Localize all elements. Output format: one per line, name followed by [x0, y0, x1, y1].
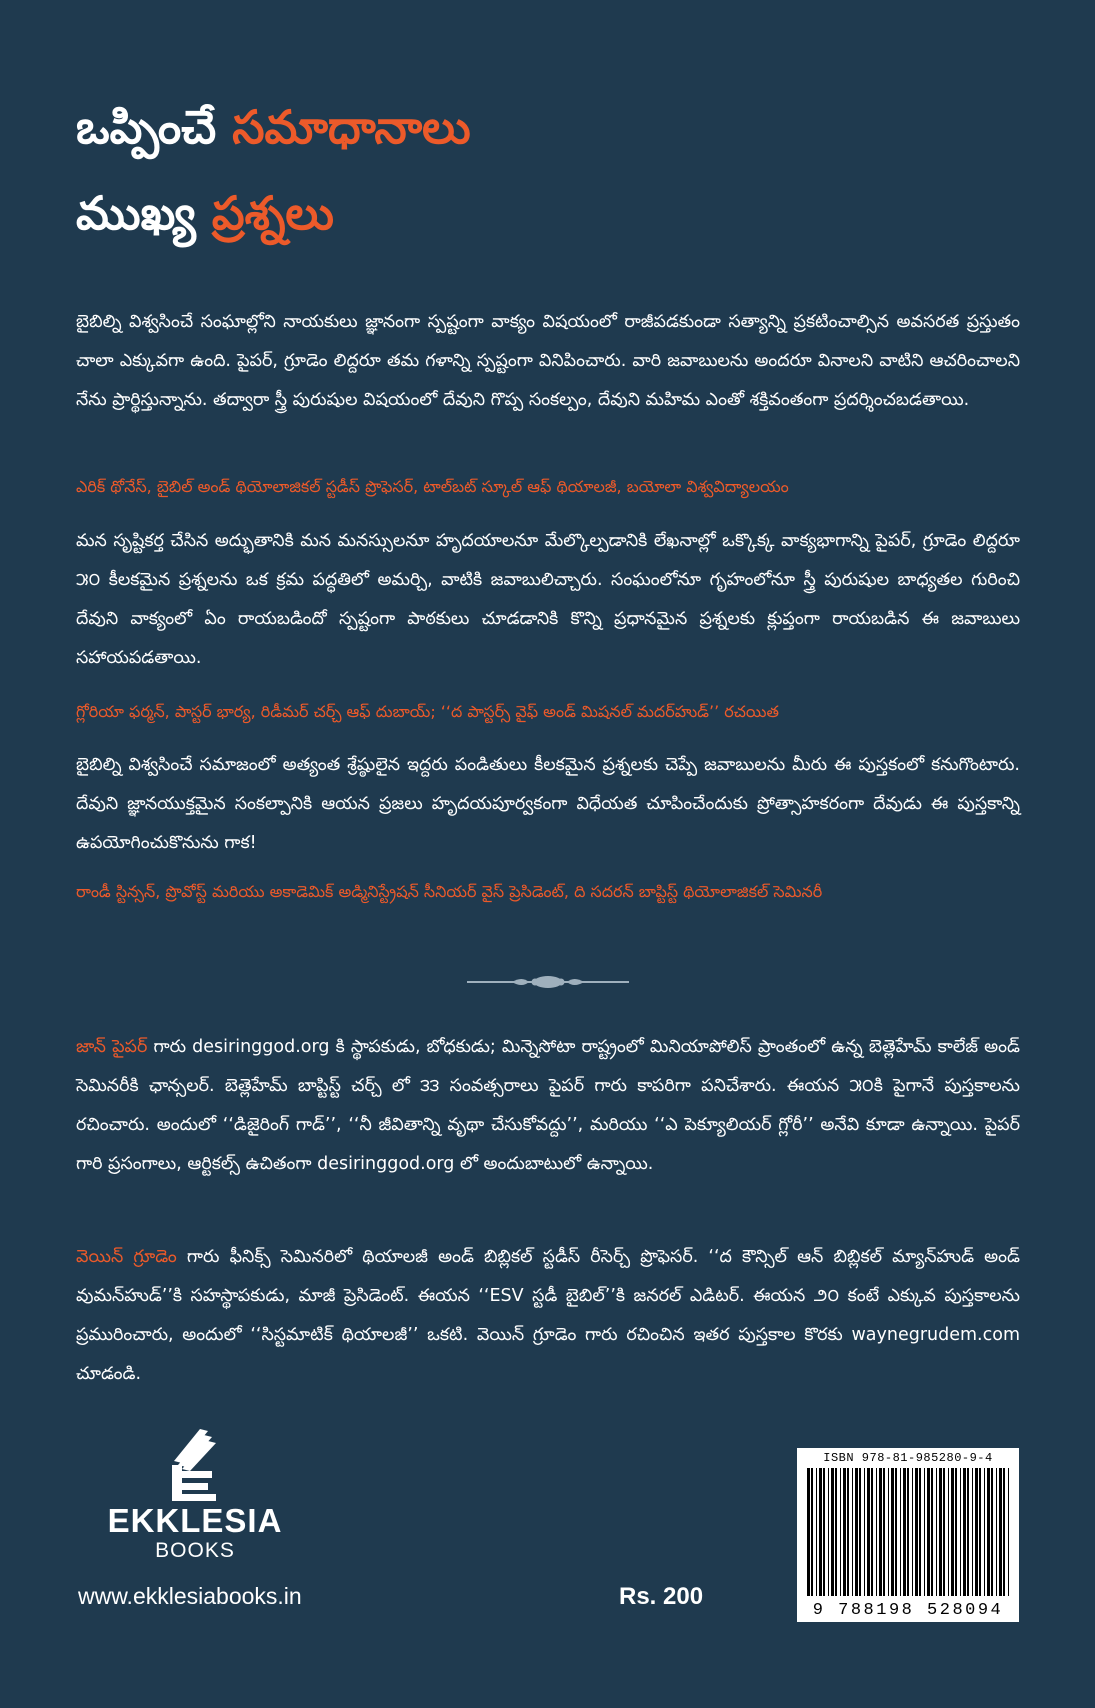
title-line-1-accent: సమాధానాలు: [232, 100, 471, 154]
isbn-digits: 9 788198 528094: [812, 1601, 1004, 1620]
endorsement-3-attribution: రాండీ స్టిన్సన్, ప్రొవోస్ట్ మరియు అకాడెమిక్ అడ్మినిస్ట్రేషన్ సీనియర్ వైస్ ప్రెసిడెంట్, ది సదరన్ బాప్టిస్ట్ థియోలాజికల్ సెమినరీ: [76, 882, 823, 901]
publisher-name: EKKLESIA: [107, 1502, 283, 1539]
barcode-bar: [864, 1468, 865, 1596]
barcode-bar: [867, 1468, 870, 1596]
barcode-bar: [891, 1468, 894, 1596]
title-line-1: [76, 100, 1026, 154]
barcode-bar: [876, 1468, 877, 1596]
title-line-1-white: ఒప్పించే: [76, 100, 233, 154]
title-line-2: [76, 186, 1026, 240]
barcode-bar: [991, 1468, 993, 1596]
barcode-bar: [1003, 1468, 1005, 1596]
endorsement-2-attribution: గ్లోరియా ఫర్మన్, పాస్టర్ భార్య, రిడీమర్ చర్చ్ ఆఫ్ దుబాయ్; ‘‘ద పాస్టర్స్ వైఫ్ అండ్ మిషనల్ మదర్‌హుడ్’’ రచయిత: [76, 702, 779, 721]
barcode-bar: [828, 1468, 829, 1596]
barcode-bar: [883, 1468, 885, 1596]
barcode-bar: [948, 1468, 949, 1596]
barcode-bar: [855, 1468, 858, 1596]
barcode-bar: [811, 1468, 813, 1596]
ornament-divider: [467, 970, 629, 994]
publisher-logo: [100, 1425, 290, 1575]
bio-john-piper: [76, 1028, 1020, 1184]
barcode-bar: [871, 1468, 873, 1596]
barcode-bar: [939, 1468, 942, 1596]
barcode-bar: [924, 1468, 925, 1596]
barcode-bar: [963, 1468, 966, 1596]
barcode-bar: [1008, 1468, 1009, 1596]
barcode-bar: [915, 1468, 918, 1596]
endorsement-2-text: మన సృష్టికర్త చేసిన అద్భుతానికి మన మనస్సులనూ హృదయాలనూ మేల్కొల్పడానికి లేఖనాల్లో ఒక్కొక్క వాక్యభాగాన్ని పైపర్, గ్రూడెం లిద్దరూ ౫౦ కీలకమైన ప్రశ్నలను ఒక క్రమ పద్ధతిలో అమర్చి, వాటికి జవాబులిచ్చారు. సంఘంలోనూ గృహంలోనూ స్త్రీ పురుషుల బాధ్యతల గురించి దేవుని వాక్యంలో ఏం రాయబడిందో స్పష్టంగా పాఠకులు చూడడానికి కొన్ని ప్రధానమైన ప్రశ్నలకు క్లుప్తంగా రాయబడిన ఈ జవాబులు సహాయపడతాయి.: [76, 531, 1020, 668]
barcode-bar: [912, 1468, 913, 1596]
bio-wayne-grudem: [76, 1238, 1020, 1394]
barcode-bar: [931, 1468, 933, 1596]
barcode-bar: [996, 1468, 997, 1596]
barcode-bar: [903, 1468, 906, 1596]
barcode-bar: [979, 1468, 981, 1596]
publisher-website: www.ekklesiabooks.in: [78, 1583, 302, 1609]
barcode-bars: [805, 1468, 1011, 1596]
bio-john-piper-name: జాన్ పైపర్: [76, 1037, 148, 1057]
barcode-bar: [852, 1468, 853, 1596]
barcode-bar: [936, 1468, 937, 1596]
barcode-bar: [888, 1468, 889, 1596]
barcode-bar: [816, 1468, 817, 1596]
barcode-bar: [907, 1468, 909, 1596]
publisher-sub: BOOKS: [155, 1539, 235, 1563]
price-label: Rs. 200: [619, 1583, 704, 1610]
barcode-bar: [840, 1468, 841, 1596]
bio-john-piper-text: గారు desiringgod.org కి స్థాపకుడు, బోధకుడు; మిన్నెసోటా రాష్ట్రంలో మినియాపోలిస్ ప్రాంతంలో ఉన్న బెత్లెహేమ్ కాలేజ్ అండ్ సెమినరీకి ఛాన్సలర్. బెత్లెహేమ్ బాప్టిస్ట్ చర్చ్ లో ౩౩ సంవత్సరాలు పైపర్ గారు కాపరిగా పనిచేశారు. ఈయన ౫౦కి పైగానే పుస్తకాలను రచించారు. అందులో ‘‘డిజైరింగ్ గాడ్’’, ‘‘నీ జీవితాన్ని వృథా చేసుకోవద్దు’’, మరియు ‘‘ఎ పెక్యూలియర్ గ్లోరీ’’ అనేవి కూడా ఉన్నాయి. పైపర్ గారి ప్రసంగాలు, ఆర్టికల్స్ ఉచితంగా desiringgod.org లో అందుబాటులో ఉన్నాయి.: [76, 1037, 1020, 1174]
barcode-bar: [951, 1468, 954, 1596]
barcode-bar: [943, 1468, 945, 1596]
book-stack-icon: [160, 1425, 230, 1503]
barcode-bar: [843, 1468, 846, 1596]
barcode-bar: [847, 1468, 849, 1596]
barcode-bar: [919, 1468, 921, 1596]
endorsement-1-text: బైబిల్ని విశ్వసించే సంఘాల్లోని నాయకులు జ్ఞానంగా స్పష్టంగా వాక్యం విషయంలో రాజీపడకుండా సత్యాన్ని ప్రకటించాల్సిన అవసరత ప్రస్తుతం చాలా ఎక్కువగా ఉంది. పైపర్, గ్రూడెం లిద్దరూ తమ గళాన్ని స్పష్టంగా వినిపించారు. వారి జవాబులను అందరూ వినాలని వాటిని ఆచరించాలని నేను ప్రార్థిస్తున్నాను. తద్వారా స్త్రీ పురుషుల విషయంలో దేవుని గొప్ప సంకల్పం, దేవుని మహిమ ఎంతో శక్తివంతంగా ప్రదర్శించబడతాయి.: [76, 312, 1020, 410]
barcode-bar: [900, 1468, 901, 1596]
barcode-bar: [987, 1468, 990, 1596]
endorsement-3-text: బైబిల్ని విశ్వసించే సమాజంలో అత్యంత శ్రేష్ఠులైన ఇద్దరు పండితులు కీలకమైన ప్రశ్నలకు చెప్పే జవాబులను మీరు ఈ పుస్తకంలో కనుగొంటారు. దేవుని జ్ఞానయుక్తమైన సంకల్పానికి ఆయన ప్రజలు హృదయపూర్వకంగా విధేయత చూపించేందుకు ప్రోత్సాహకరంగా దేవుడు ఈ పుస్తకాన్ని ఉపయోగించుకొనును గాక!: [76, 755, 1020, 853]
barcode-bar: [999, 1468, 1002, 1596]
title-line-2-white: ముఖ్య: [76, 186, 212, 240]
isbn-label: ISBN 978-81-985280-9-4: [823, 1451, 993, 1465]
barcode-bar: [859, 1468, 861, 1596]
barcode-bar: [984, 1468, 985, 1596]
barcode-bar: [967, 1468, 969, 1596]
barcode-bar: [819, 1468, 822, 1596]
barcode-bar: [823, 1468, 825, 1596]
barcode-bar: [879, 1468, 882, 1596]
barcode-bar: [975, 1468, 978, 1596]
barcode-bar: [972, 1468, 973, 1596]
bio-wayne-grudem-name: వెయిన్ గ్రూడెం: [76, 1247, 177, 1267]
barcode-bar: [835, 1468, 837, 1596]
title-line-2-accent: ప్రశ్నలు: [211, 186, 334, 240]
barcode-bar: [960, 1468, 961, 1596]
isbn-barcode: [797, 1448, 1019, 1622]
barcode-bar: [895, 1468, 897, 1596]
barcode-bar: [807, 1468, 810, 1596]
bio-wayne-grudem-text: గారు ఫీనిక్స్ సెమినరిలో థియాలజీ అండ్ బిబ్లికల్ స్టడీస్ రీసెర్చ్ ప్రొఫెసర్. ‘‘ద కౌన్సిల్ ఆన్ బిబ్లికల్ మ్యాన్‌హుడ్ అండ్ వుమన్‌హుడ్’’కి సహస్థాపకుడు, మాజీ ప్రెసిడెంట్. ఈయన ‘‘ESV స్టడీ బైబిల్’’కి జనరల్ ఎడిటర్. ఈయన ౨౦ కంటే ఎక్కువ పుస్తకాలను ప్రమురించారు, అందులో ‘‘సిస్టమాటిక్ థియాలజీ’’ ఒకటి. వెయిన్ గ్రూడెం గారు రచించిన ఇతర పుస్తకాల కొరకు waynegrudem.com చూడండి.: [76, 1247, 1020, 1384]
barcode-bar: [955, 1468, 957, 1596]
barcode-bar: [927, 1468, 930, 1596]
endorsement-1-attribution: ఎరిక్ థోనేస్, బైబిల్ అండ్ థియోలాజికల్ స్టడీస్ ప్రొఫెసర్, టాల్‌బట్ స్కూల్ ఆఫ్ థియాలజీ, బయోలా విశ్వవిద్యాలయం: [76, 477, 789, 496]
barcode-bar: [831, 1468, 834, 1596]
